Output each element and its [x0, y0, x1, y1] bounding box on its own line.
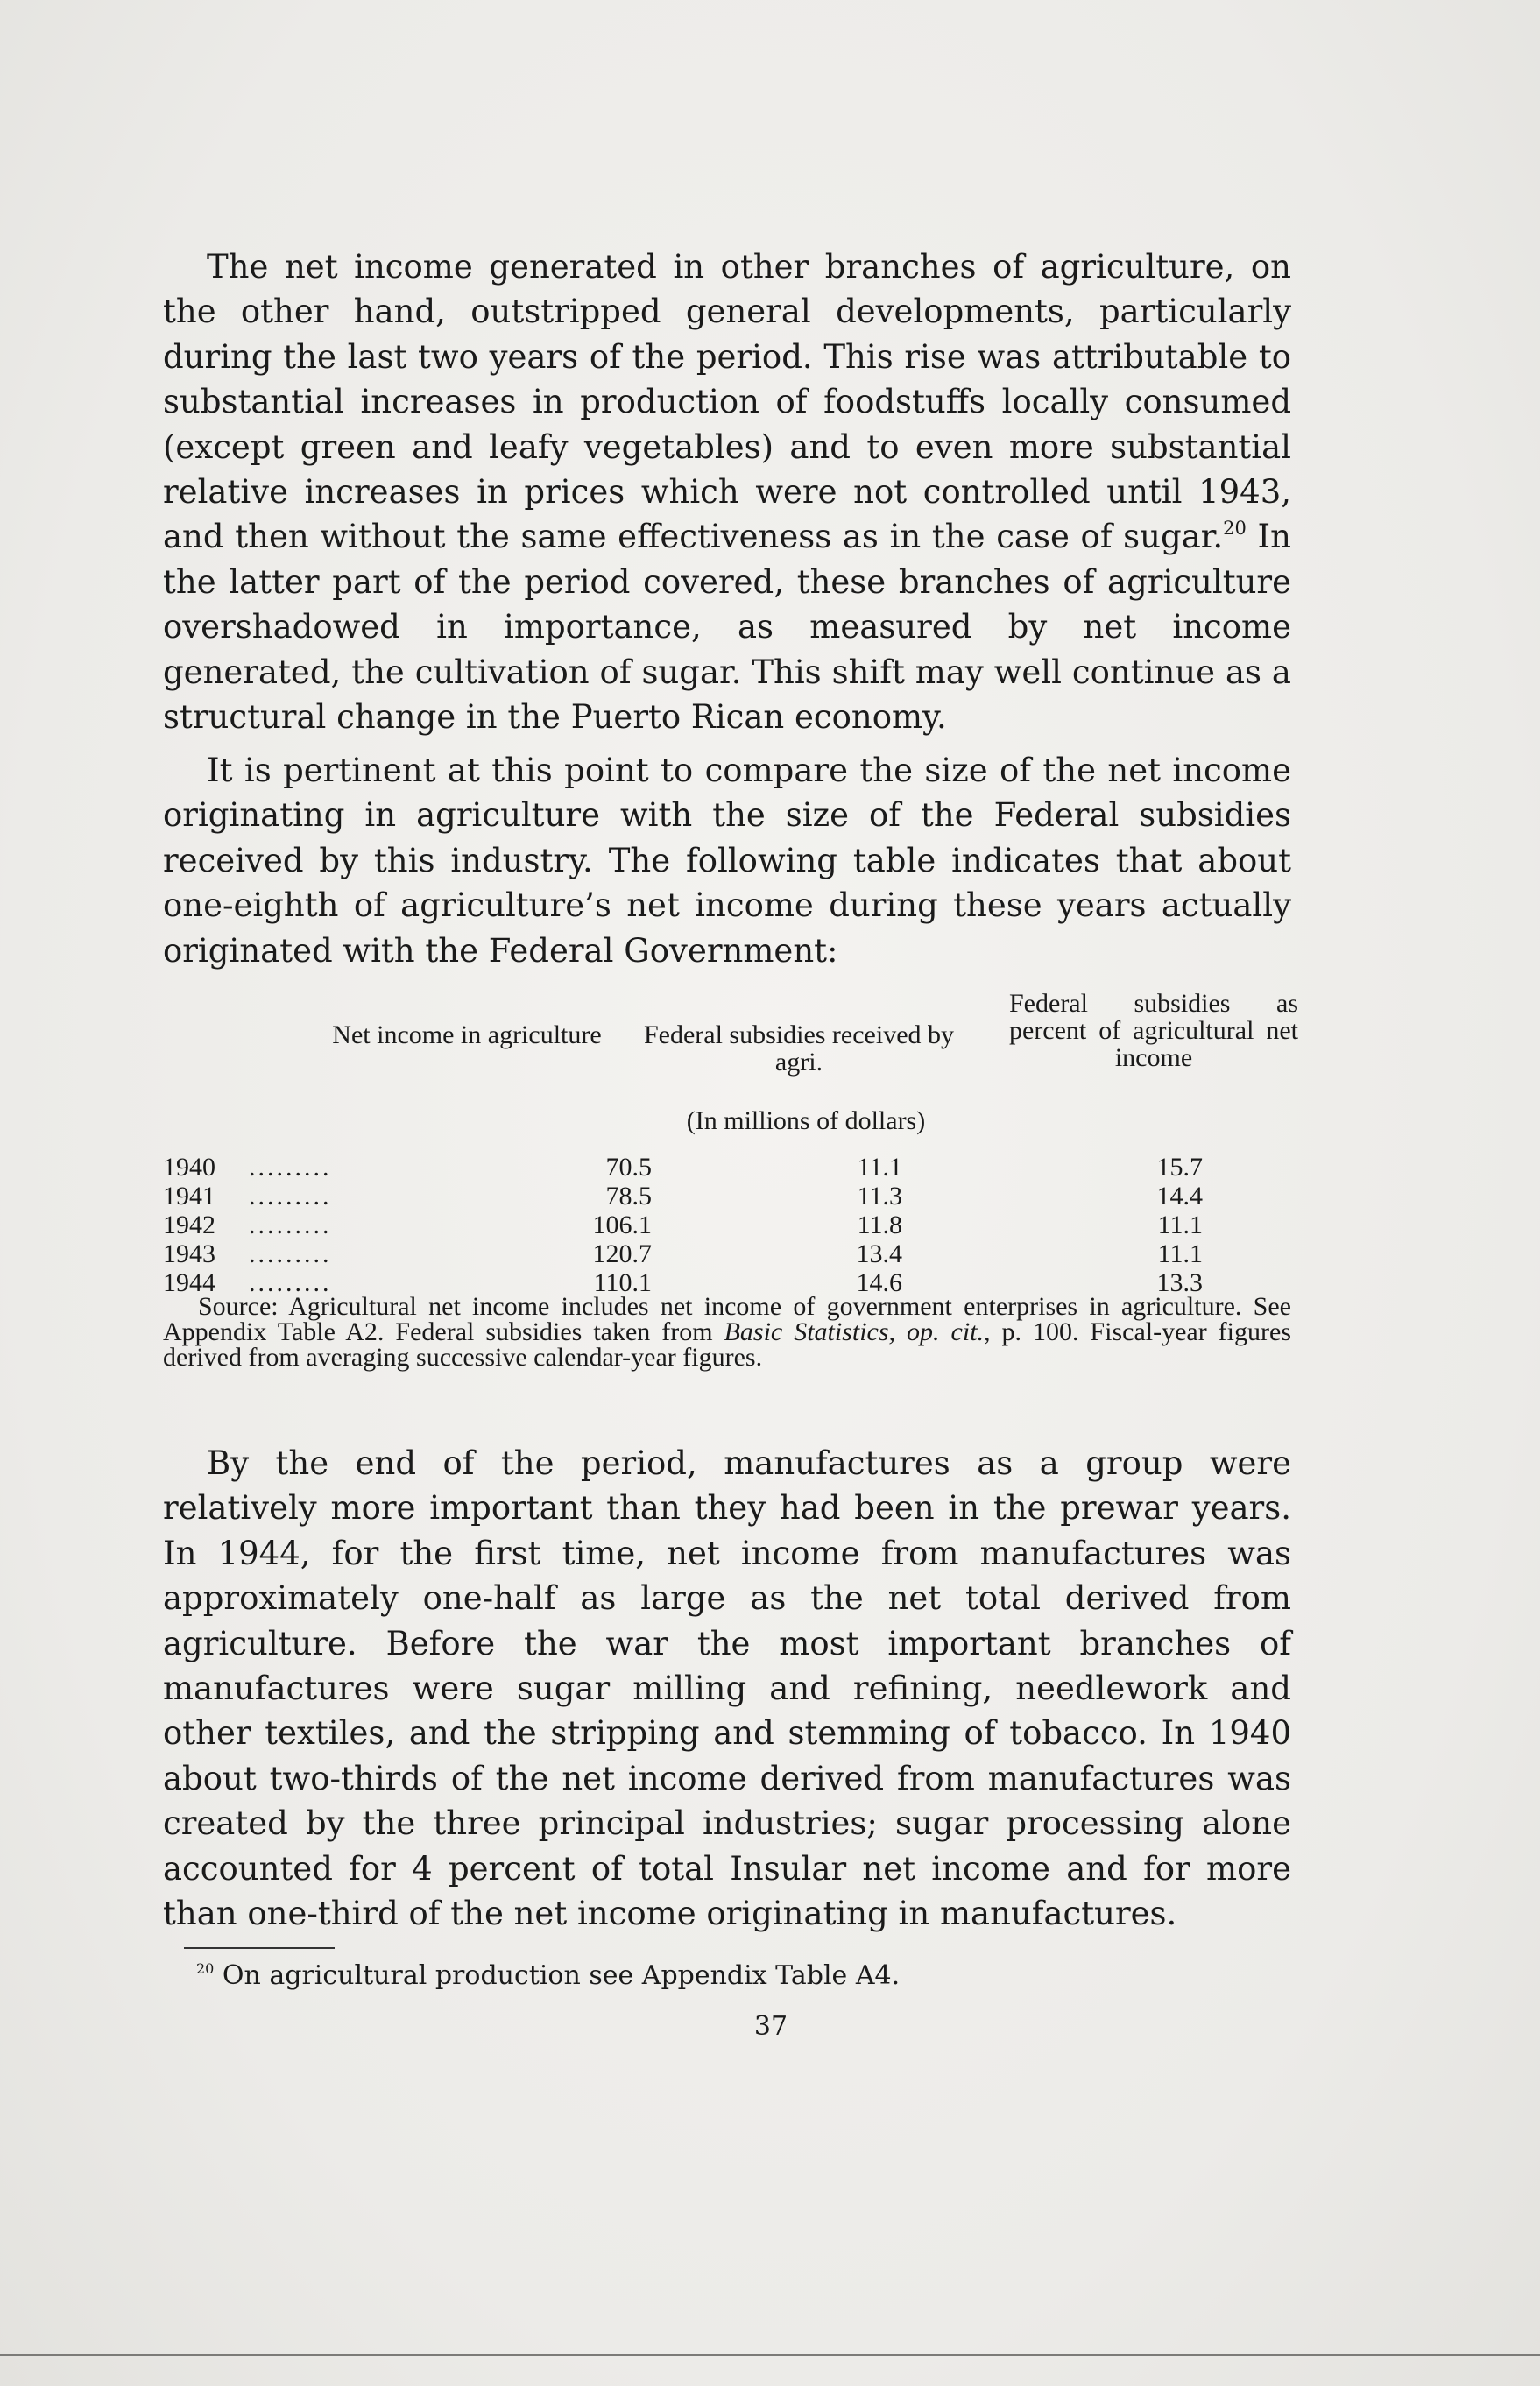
footnote: [196, 1959, 900, 1994]
table-header-net-income: Net income in agriculture: [332, 1020, 602, 1049]
paragraph-manufactures: [163, 1441, 1291, 1936]
table-header-federal-subsidies: Federal subsidies received by agri.: [643, 1020, 955, 1077]
row-net-income: 78.5: [605, 1182, 652, 1211]
source-note-text-a: Source: Agricultural net income includes net income of government enterprises in agriculture. See Appendix Table A2. Federal subsidies taken from: [163, 1292, 1291, 1346]
row-year: 1943: [163, 1239, 215, 1268]
paragraph3-text: By the end of the period, manufactures as a group were relatively more important than they had been in the prewar years. In 1944, for the first time, net income from manufactures was approximately one-half as large as the net total derived from agriculture. Before the war the most important branches of manufactures were sugar milling and refining, needlework and other textiles, and the stripping and stemming of tobacco. In 1940 about two-thirds of the net income derived from manufactures was created by the three principal industries; sugar processing alone accounted for 4 percent of total Insular net income and for more than one-third of the net income originating in manufactures.: [163, 1444, 1291, 1933]
row-year: 1942: [163, 1211, 215, 1239]
row-subsidies: 11.3: [857, 1182, 902, 1211]
row-net-income: 70.5: [605, 1153, 652, 1182]
row-percent: 11.1: [1157, 1211, 1203, 1239]
footnote-marker: 20: [196, 1960, 215, 1977]
row-subsidies: 11.8: [857, 1211, 902, 1239]
row-subsidies: 11.1: [857, 1153, 902, 1182]
row-net-income: 106.1: [592, 1211, 652, 1239]
row-percent: 13.3: [1156, 1268, 1203, 1297]
row-net-income: 110.1: [593, 1268, 652, 1297]
paragraph2-text: It is pertinent at this point to compare the size of the net income originating in agriculture with the size of the Federal subsidies received by this industry. The following table indicates that about one-eighth of agriculture’s net income during these years actually originated with the Federal Government:: [163, 752, 1291, 970]
source-note-text-b: , p. 100. Fiscal-year figures derived from averaging successive calendar-year figures.: [163, 1317, 1291, 1372]
row-percent: 15.7: [1156, 1153, 1203, 1182]
row-year: 1941: [163, 1182, 215, 1211]
footnote-divider: [184, 1947, 335, 1949]
footnote-reference: 20: [1223, 518, 1247, 540]
row-subsidies: 14.6: [856, 1268, 902, 1297]
table-source-note: [163, 1294, 1291, 1370]
row-leader: .........: [249, 1211, 332, 1239]
row-leader: .........: [249, 1153, 332, 1182]
row-percent: 11.1: [1157, 1239, 1203, 1268]
paragraph-federal-subsidies: [163, 748, 1291, 973]
row-subsidies: 13.4: [856, 1239, 902, 1268]
paragraph1-text-b: In the latter part of the period covered, these branches of agriculture overshadowed in importance, as measured by net income generated, the cultivation of sugar. This shift may well continue as a structural change in the Puerto Rican economy.: [163, 518, 1291, 737]
row-leader: .........: [249, 1239, 332, 1268]
paragraph1-text-a: The net income generated in other branches of agriculture, on the other hand, outstripped general developments, particularly during the last two years of the period. This rise was attributable to substantial increases in production of foodstuffs locally consumed (except green and leafy vegetables) and to even more substantial relative increases in prices which were not controlled until 1943, and then without the same effectiveness as in the case of sugar.: [163, 248, 1291, 556]
scan-edge-line: [0, 2354, 1540, 2356]
footnote-text: On agricultural production see Appendix Table A4.: [222, 1960, 901, 1991]
table-header-percent: Federal subsidies as percent of agricultural net income: [1009, 989, 1298, 1072]
page-number: 37: [753, 2011, 788, 2042]
row-leader: .........: [249, 1268, 332, 1297]
table-row: [163, 1153, 1302, 1182]
row-year: 1940: [163, 1153, 215, 1182]
table-row: [163, 1211, 1302, 1239]
table-row: [163, 1182, 1302, 1211]
paragraph-other-agriculture: [163, 244, 1291, 739]
row-net-income: 120.7: [592, 1239, 652, 1268]
row-percent: 14.4: [1156, 1182, 1203, 1211]
source-note-italic-title: Basic Statistics, op. cit.: [724, 1317, 984, 1346]
table-row: [163, 1239, 1302, 1268]
table-unit-note: (In millions of dollars): [686, 1106, 926, 1135]
row-year: 1944: [163, 1268, 215, 1297]
row-leader: .........: [249, 1182, 332, 1211]
